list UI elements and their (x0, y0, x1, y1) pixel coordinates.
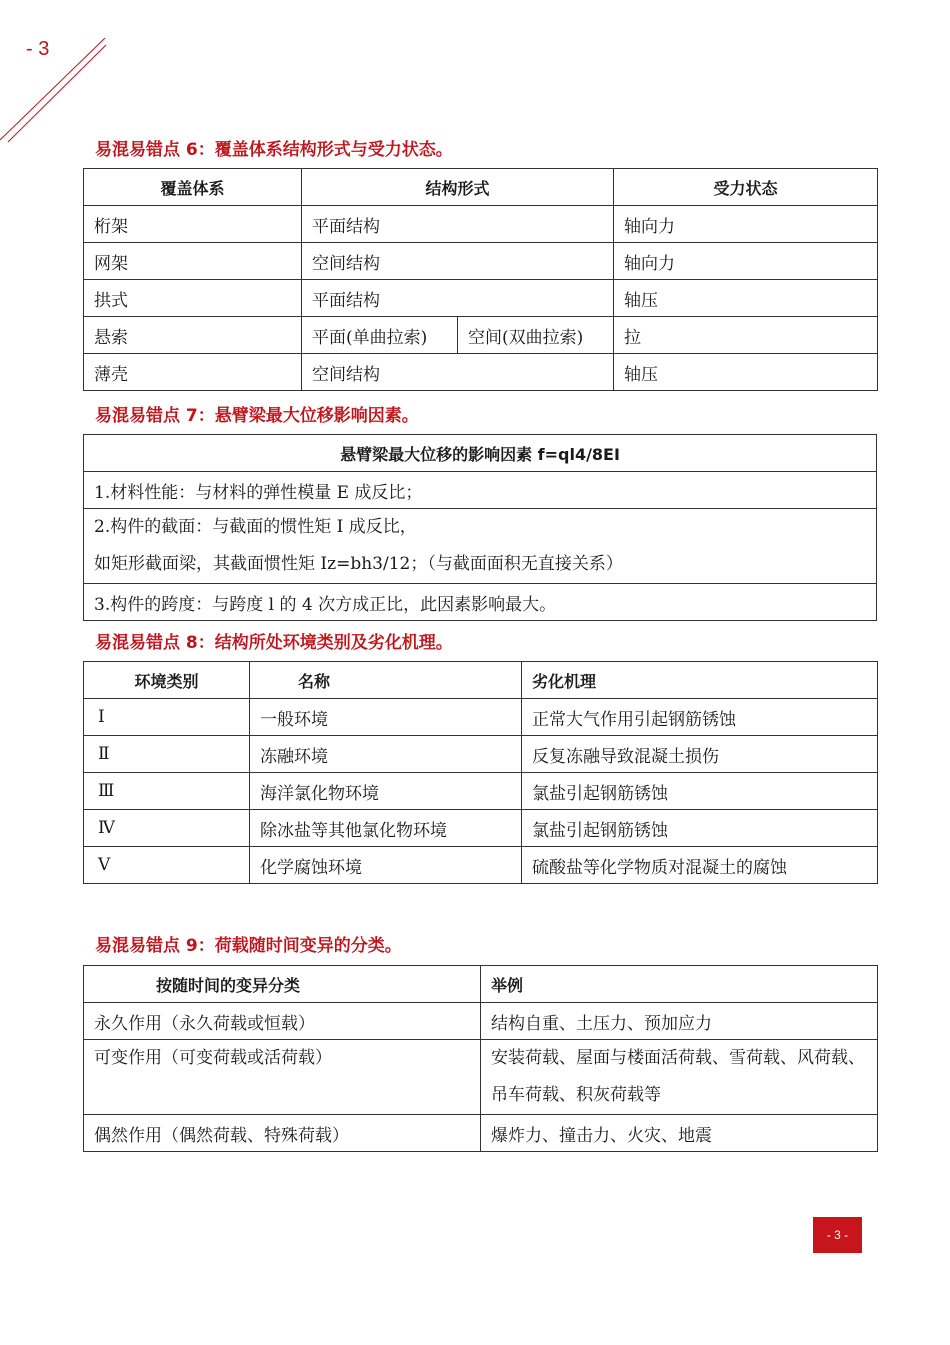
column-header: 劣化机理 (522, 662, 878, 699)
table-cell: 化学腐蚀环境 (250, 847, 522, 884)
table-cell: Ⅱ (84, 736, 250, 773)
table-cell: 反复冻融导致混凝土损伤 (522, 736, 878, 773)
table-row (84, 847, 878, 884)
table-cell: 安装荷载、屋面与楼面活荷载、雪荷载、风荷载、吊车荷载、积灰荷载等 (481, 1040, 878, 1115)
table-cell: 轴向力 (614, 206, 878, 243)
section9-heading: 易混易错点 9：荷载随时间变异的分类。 (95, 936, 402, 956)
table-cell: 拱式 (84, 280, 302, 317)
table-cell: 平面结构 (302, 206, 614, 243)
table-cell: Ⅳ (84, 810, 250, 847)
table-cell: 平面(单曲拉索) (302, 317, 458, 354)
table-row (84, 773, 878, 810)
table-cell: 除冰盐等其他氯化物环境 (250, 810, 522, 847)
column-header: 名称 (250, 662, 522, 699)
column-header: 覆盖体系 (84, 169, 302, 206)
column-header: 结构形式 (302, 169, 614, 206)
table-cell: 可变作用（可变荷载或活荷载） (84, 1040, 481, 1115)
table-cell: 海洋氯化物环境 (250, 773, 522, 810)
table-cell: 薄壳 (84, 354, 302, 391)
table-cell: Ⅲ (84, 773, 250, 810)
table-cell: 硫酸盐等化学物质对混凝土的腐蚀 (522, 847, 878, 884)
table-title: 悬臂梁最大位移的影响因素 f=ql4/8EI (84, 435, 877, 472)
table-row (84, 810, 878, 847)
table-row (84, 206, 878, 243)
table-cell: 1.材料性能：与材料的弹性模量 E 成反比； (84, 472, 877, 509)
table-cell (84, 509, 877, 584)
table-cell: 空间(双曲拉索) (458, 317, 614, 354)
table-cell: 桁架 (84, 206, 302, 243)
column-header: 环境类别 (84, 662, 250, 699)
column-header: 按随时间的变异分类 (84, 966, 481, 1003)
table-cell: 悬索 (84, 317, 302, 354)
section6-table (83, 168, 878, 391)
table-cell: 轴向力 (614, 243, 878, 280)
table-row (84, 317, 878, 354)
table-row (84, 736, 878, 773)
table-header-row (84, 169, 878, 206)
table-header-row (84, 435, 877, 472)
table-row (84, 472, 877, 509)
table-cell: 轴压 (614, 354, 878, 391)
table-cell: 轴压 (614, 280, 878, 317)
table-cell: Ⅴ (84, 847, 250, 884)
section8-heading: 易混易错点 8：结构所处环境类别及劣化机理。 (95, 633, 453, 653)
table-row (84, 280, 878, 317)
table-row (84, 354, 878, 391)
page-number-corner: - 3 (26, 38, 50, 60)
table-cell: 3.构件的跨度：与跨度 l 的 4 次方成正比，此因素影响最大。 (84, 584, 877, 621)
table-row (84, 1003, 878, 1040)
table-row (84, 509, 877, 584)
table-cell: 结构自重、土压力、预加应力 (481, 1003, 878, 1040)
table-row (84, 584, 877, 621)
section7-table (83, 434, 877, 621)
item-line: 如矩形截面梁，其截面惯性矩 Iz=bh3/12；（与截面面积无直接关系） (94, 554, 623, 574)
table-cell: Ⅰ (84, 699, 250, 736)
table-header-row (84, 966, 878, 1003)
table-cell: 氯盐引起钢筋锈蚀 (522, 773, 878, 810)
table-cell: 一般环境 (250, 699, 522, 736)
item-line: 2.构件的截面：与截面的惯性矩 I 成反比， (94, 517, 417, 537)
table-cell: 爆炸力、撞击力、火灾、地震 (481, 1115, 878, 1152)
table-cell: 永久作用（永久荷载或恒载） (84, 1003, 481, 1040)
table-row (84, 1040, 878, 1115)
table-cell: 氯盐引起钢筋锈蚀 (522, 810, 878, 847)
section6-heading: 易混易错点 6：覆盖体系结构形式与受力状态。 (95, 140, 453, 160)
table-cell: 拉 (614, 317, 878, 354)
table-cell: 空间结构 (302, 243, 614, 280)
table-cell: 偶然作用（偶然荷载、特殊荷载） (84, 1115, 481, 1152)
page-number-badge: - 3 - (813, 1217, 862, 1253)
table-cell: 网架 (84, 243, 302, 280)
table-row (84, 699, 878, 736)
section8-table (83, 661, 878, 884)
table-cell: 平面结构 (302, 280, 614, 317)
table-cell: 正常大气作用引起钢筋锈蚀 (522, 699, 878, 736)
column-header: 举例 (481, 966, 878, 1003)
table-cell: 冻融环境 (250, 736, 522, 773)
section9-table (83, 965, 878, 1152)
table-header-row (84, 662, 878, 699)
table-row (84, 243, 878, 280)
section7-heading: 易混易错点 7：悬臂梁最大位移影响因素。 (95, 406, 419, 426)
column-header: 受力状态 (614, 169, 878, 206)
table-row (84, 1115, 878, 1152)
corner-decoration (0, 0, 120, 150)
table-cell: 空间结构 (302, 354, 614, 391)
